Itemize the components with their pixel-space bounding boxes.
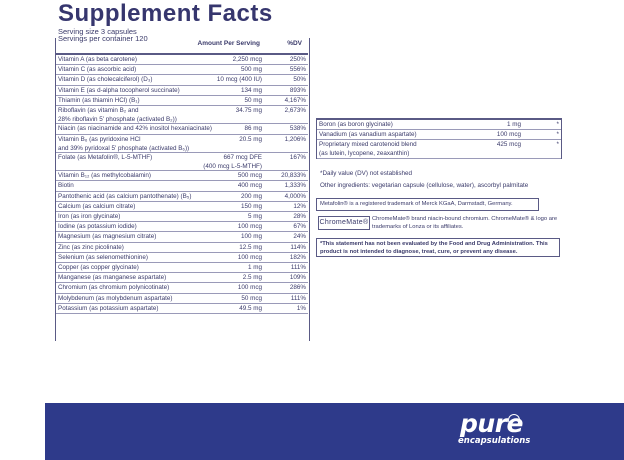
nutrient-name-line: Thiamin (as thiamin HCl) (B₁): [58, 96, 140, 104]
nutrient-name: [58, 212, 120, 221]
nutrient-name: [58, 181, 74, 190]
nutrient-row: [56, 86, 308, 96]
nutrient-row: [56, 75, 308, 85]
nutrient-name: [58, 202, 135, 211]
nutrient-row: [56, 171, 308, 181]
nutrient-name-line: Potassium (as potassium aspartate): [58, 304, 159, 312]
metafolin-trademark-note: Metafolin® is a registered trademark of Merck KGaA, Darmstadt, Germany.: [316, 198, 539, 211]
nutrient-row: [56, 202, 308, 212]
nutrient-row: [56, 253, 308, 263]
fda-statement: *This statement has not been evaluated by the Food and Drug Administration. This product is not intended to diagnose, treat, cure, or prevent any disease.: [316, 238, 560, 257]
nutrient-name-line: Iodine (as potassium iodide): [58, 223, 137, 231]
nutrient-amount-line: 2.5 mg: [242, 274, 262, 282]
dv-note: *Daily value (DV) not established: [320, 170, 413, 177]
nutrient-amount: [217, 75, 262, 84]
nutrient-amount: [241, 232, 262, 241]
nutrient-name: [58, 65, 136, 74]
other-ingredients: Other ingredients: vegetarian capsule (cellulose, water), ascorbyl palmitate: [320, 182, 529, 189]
nutrient-dv: 2,673%: [284, 106, 306, 114]
nutrient-amount: [239, 304, 262, 313]
registered-mark-icon: [508, 414, 520, 426]
nutrient-amount-line: 500 mg: [240, 66, 262, 74]
nutrient-name-line: 28% riboflavin 5' phosphate (activated B₂)): [58, 115, 177, 123]
nutrient-name-line: Vitamin D (as cholecalciferol) (D₃): [58, 76, 153, 84]
nutrient-amount: [203, 153, 262, 171]
nutrient-dv: 1%: [296, 304, 306, 312]
nutrient-name-line: Folate (as Metafolin®, L-5-MTHF): [58, 153, 153, 161]
nutrient-name-line: Pantothenic acid (as calcium pantothenate) (B₅): [58, 192, 192, 200]
nutrient-amount-line: 200 mg: [240, 192, 262, 200]
amount-header: Amount Per Serving: [197, 40, 260, 47]
nutrient-row: [56, 294, 308, 304]
nutrient-amount-line: 100 mcg: [496, 131, 521, 139]
nutrient-name: [58, 153, 152, 162]
nutrient-amount-line: 400 mcg: [237, 182, 262, 190]
nutrient-name: [58, 304, 158, 313]
nutrient-amount-line: 20.5 mg: [239, 135, 262, 143]
nutrient-dv: 24%: [293, 233, 306, 241]
nutrient-name-line: Selenium (as selenomethionine): [58, 253, 148, 261]
servings-per-container: Servings per container 120: [58, 34, 148, 43]
nutrient-amount: [248, 263, 262, 272]
nutrient-name-line: Vanadium (as vanadium aspartate): [319, 131, 417, 139]
nutrient-row: [317, 130, 561, 140]
nutrient-row: [56, 263, 308, 273]
nutrient-row: [56, 273, 308, 283]
nutrient-name: [58, 192, 191, 201]
nutrient-name-line: Biotin: [58, 182, 74, 190]
nutrient-row: [56, 106, 308, 124]
nutrient-amount: [238, 253, 262, 262]
nutrient-amount-line: 50 mcg: [241, 294, 262, 302]
nutrient-name: [319, 130, 417, 139]
nutrient-row: [56, 55, 308, 65]
nutrient-name-line: Riboflavin (as vitamin B₂ and: [58, 106, 139, 114]
nutrient-amount: [233, 55, 262, 64]
nutrient-name-line: and 39% pyridoxal 5' phosphate (activated B₆)): [58, 144, 190, 152]
nutrient-name: [58, 283, 169, 292]
nutrient-amount-line: 50 mg: [244, 96, 262, 104]
additional-nutrient-table: [316, 118, 562, 159]
nutrient-amount-line: 1 mg: [248, 263, 262, 271]
nutrient-dv: 893%: [289, 86, 306, 94]
nutrient-row: [56, 153, 308, 171]
nutrient-amount-line: 150 mg: [240, 202, 262, 210]
nutrient-dv: 167%: [289, 153, 306, 161]
nutrient-amount-line: 49.5 mg: [239, 304, 262, 312]
nutrient-name-line: Zinc (as zinc picolinate): [58, 243, 124, 251]
nutrient-amount: [248, 212, 262, 221]
nutrient-row: [56, 243, 308, 253]
nutrient-row: [317, 140, 561, 158]
nutrient-row: [56, 96, 308, 106]
nutrient-amount-line: (400 mcg L-5-MTHF): [203, 162, 262, 170]
nutrient-name: [58, 294, 172, 303]
nutrient-amount-line: 10 mcg (400 IU): [216, 76, 262, 84]
nutrient-name: [58, 106, 177, 124]
nutrient-amount: [507, 120, 521, 129]
nutrient-amount: [239, 243, 262, 252]
nutrient-name-line: Chromium (as chromium polynicotinate): [58, 284, 170, 292]
nutrient-name-line: Vitamin B₁₂ (as methylcobalamin): [58, 172, 151, 180]
nutrient-dv: 111%: [290, 263, 306, 271]
nutrient-amount-line: 425 mcg: [496, 141, 521, 149]
nutrient-amount: [241, 192, 262, 201]
nutrient-dv: 28%: [293, 213, 306, 221]
nutrient-dv: 67%: [293, 223, 306, 231]
nutrient-amount-line: 667 mcg DFE: [223, 153, 262, 161]
nutrient-amount: [244, 96, 262, 105]
nutrient-dv: 12%: [293, 202, 306, 210]
nutrient-name: [319, 140, 417, 158]
nutrient-dv: 556%: [289, 66, 306, 74]
nutrient-amount: [238, 171, 262, 180]
nutrient-amount: [238, 181, 262, 190]
nutrient-dv: *: [556, 121, 559, 128]
nutrient-dv: 4,167%: [284, 96, 306, 104]
nutrient-row: [56, 232, 308, 242]
nutrient-name-line: Niacin (as niacinamide and 42% inositol hexaniacinate): [58, 125, 213, 133]
nutrient-name: [58, 86, 180, 95]
nutrient-name: [58, 124, 212, 133]
nutrient-row: [56, 222, 308, 232]
nutrient-amount-line: 2,250 mcg: [232, 56, 262, 63]
nutrient-dv: 1,206%: [284, 135, 306, 143]
nutrient-amount-line: 134 mg: [240, 86, 262, 94]
nutrient-amount-line: 34.75 mg: [235, 106, 262, 114]
nutrient-amount-line: 5 mg: [248, 213, 262, 221]
nutrient-name-line: Vitamin E (as d-alpha tocopherol succinate): [58, 86, 180, 94]
nutrient-dv: 50%: [293, 76, 306, 84]
nutrient-dv: 114%: [290, 243, 306, 251]
chromemate-logo: ChromeMate®: [318, 216, 370, 230]
chromemate-note: ChromeMate® brand niacin-bound chromium. ChromeMate® & logo are trademarks of Lonza or its affiliates.: [372, 216, 558, 230]
nutrient-amount: [241, 202, 262, 211]
dv-header: %DV: [287, 40, 302, 47]
nutrient-row: [56, 65, 308, 75]
nutrient-name: [58, 96, 140, 105]
nutrient-name-line: Iron (as iron glycinate): [58, 213, 121, 221]
nutrient-name: [58, 135, 189, 153]
supplement-facts-title: Supplement Facts: [58, 0, 273, 27]
nutrient-row: [56, 135, 308, 153]
nutrient-dv: 111%: [290, 294, 306, 302]
nutrient-name: [58, 171, 151, 180]
nutrient-amount: [241, 294, 262, 303]
nutrient-amount-line: 100 mg: [240, 233, 262, 241]
nutrient-row: [56, 124, 308, 134]
nutrient-name: [319, 120, 393, 129]
nutrient-dv: *: [556, 141, 559, 149]
nutrient-amount-line: 100 mcg: [237, 223, 262, 231]
nutrient-dv: 4,000%: [284, 192, 306, 200]
nutrient-dv: *: [556, 131, 559, 139]
nutrient-amount-line: 12.5 mg: [239, 243, 262, 251]
nutrient-dv: 250%: [289, 56, 306, 63]
nutrient-row: [56, 304, 308, 314]
nutrient-amount: [238, 283, 262, 292]
nutrient-amount-line: 500 mcg: [237, 172, 262, 180]
nutrient-name: [58, 273, 166, 282]
nutrient-table: [56, 53, 308, 314]
nutrient-name-line: Copper (as copper glycinate): [58, 263, 139, 271]
nutrient-name-line: Molybdenum (as molybdenum aspartate): [58, 294, 173, 302]
nutrient-name: [58, 263, 139, 272]
nutrient-dv: 20,833%: [281, 172, 306, 180]
nutrient-name-line: Vitamin C (as ascorbic acid): [58, 66, 137, 74]
nutrient-amount: [239, 135, 262, 144]
nutrient-name-line: Vitamin B₆ (as pyridoxine HCl: [58, 135, 141, 143]
nutrient-amount: [236, 106, 262, 115]
nutrient-row: [56, 181, 308, 191]
nutrient-amount: [497, 130, 521, 139]
brand-logo: [458, 409, 531, 446]
nutrient-amount: [241, 86, 262, 95]
nutrient-name-line: Vitamin A (as beta carotene): [58, 56, 137, 63]
nutrient-dv: 1,333%: [284, 182, 306, 190]
brand-tagline: encapsulations: [458, 436, 531, 446]
nutrient-amount: [244, 124, 262, 133]
nutrient-dv: 182%: [289, 253, 306, 261]
nutrient-name-line: Proprietary mixed carotenoid blend: [319, 141, 417, 149]
nutrient-amount-line: 1 mg: [507, 121, 521, 128]
brand-name: pure: [460, 409, 523, 438]
nutrient-dv: 286%: [289, 284, 306, 292]
nutrient-amount: [241, 65, 262, 74]
nutrient-name: [58, 243, 124, 252]
nutrient-name-line: Magnesium (as magnesium citrate): [58, 233, 157, 241]
serving-size: Serving size 3 capsules: [58, 27, 137, 36]
nutrient-dv: 109%: [289, 274, 306, 282]
nutrient-name: [58, 75, 152, 84]
nutrient-amount: [238, 222, 262, 231]
brand-banner: [45, 403, 624, 460]
nutrient-row: [56, 212, 308, 222]
nutrient-amount: [497, 140, 521, 149]
nutrient-name-line: Manganese (as manganese aspartate): [58, 274, 167, 282]
nutrient-amount-line: 100 mcg: [237, 284, 262, 292]
nutrient-name-line: Boron (as boron glycinate): [319, 121, 393, 128]
nutrient-name-line: (as lutein, lycopene, zeaxanthin): [319, 150, 410, 158]
nutrient-name: [58, 253, 148, 262]
nutrient-name-line: Calcium (as calcium citrate): [58, 202, 136, 210]
nutrient-row: [317, 120, 561, 130]
nutrient-row: [56, 283, 308, 293]
nutrient-dv: 538%: [289, 125, 306, 133]
nutrient-amount-line: 100 mcg: [237, 253, 262, 261]
nutrient-name: [58, 222, 137, 231]
nutrient-row: [56, 192, 308, 202]
nutrient-amount: [243, 273, 262, 282]
nutrient-name: [58, 55, 137, 64]
nutrient-amount-line: 86 mg: [244, 125, 262, 133]
nutrient-name: [58, 232, 156, 241]
